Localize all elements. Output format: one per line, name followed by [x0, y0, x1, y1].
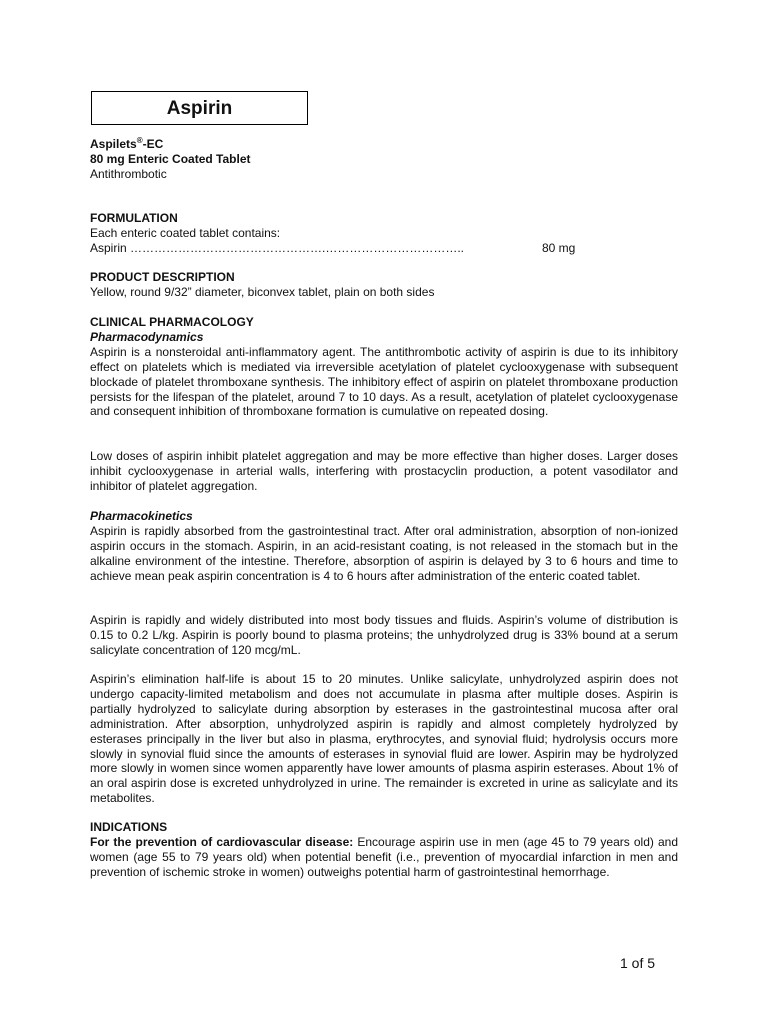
product-description-text: Yellow, round 9/32” diameter, biconvex tablet, plain on both sides [90, 284, 435, 299]
indications-body: Encourage aspirin use in men (age 45 to 79 years old) and women (age 55 to 79 years old) when potential benefit (i.e., prevention of myocardial infarction in men and prevention of ischemic stroke in women) outweighs potential harm of gastrointestinal hemorrhage. [90, 834, 678, 879]
pharmacodynamics-paragraph-2: Low doses of aspirin inhibit platelet aggregation and may be more effective than higher doses. Larger doses inhibit cyclooxygenase in arterial walls, interfering with prostacyclin production, a potent vasodilator and inhibitor of platelet aggregation. [90, 449, 678, 493]
formulation-heading: FORMULATION [90, 211, 178, 225]
clinical-pharmacology-section [90, 315, 678, 419]
pharmacodynamics-paragraph-1: Aspirin is a nonsteroidal anti-inflammatory agent. The antithrombotic activity of aspirin is due to its inhibitory effect on platelets which is mediated via irreversible acetylation of platelet cyclooxygenase with subsequent blockade of platelet thromboxane synthesis. The inhibitory effect of aspirin on platelet thromboxane production persists for the lifespan of the platelet, around 7 to 10 days. As a result, acetylation of platelet cyclooxygenase and consequent inhibition of thromboxane formation is cumulative on repeated dosing. [90, 344, 678, 419]
pharmacokinetics-paragraph-3: Aspirin’s elimination half-life is about 15 to 20 minutes. Unlike salicylate, unhydrolyzed aspirin does not undergo capacity-limited metabolism and does not accumulate in plasma after multiple doses. Aspirin is partially hydrolyzed to salicylate during absorption by esterases in the gastrointestinal mucosa after oral administration. After absorption, unhydrolyzed aspirin is rapidly and almost completely hydrolyzed by esterases principally in the liver but also in plasma, erythrocytes, and synovial fluid; hydrolysis occurs more slowly in synovial fluid since the amounts of esterases in synovial fluid are lower. Aspirin may be hydrolyzed more slowly in women since women apparently have lower amounts of plasma aspirin esterases. About 1% of an oral aspirin dose is excreted unhydrolyzed in urine. The remainder is excreted in urine as salicylate and its metabolites. [90, 672, 678, 806]
product-description-heading: PRODUCT DESCRIPTION [90, 270, 235, 284]
page-number: 1 of 5 [620, 955, 656, 971]
product-strength: 80 mg Enteric Coated Tablet [90, 151, 251, 166]
pharmacokinetics-paragraph-2: Aspirin is rapidly and widely distributed into most body tissues and fluids. Aspirin’s volume of distribution is 0.15 to 0.2 L/kg. Aspirin is poorly bound to plasma proteins; the unhydrolyzed drug is 33% bound at a serum salicylate concentration of 120 mcg/mL. [90, 613, 678, 657]
formulation-intro: Each enteric coated tablet contains: [90, 225, 281, 240]
ingredient-amount: 80 mg [542, 240, 576, 255]
brand-name: Aspilets®-EC [90, 136, 164, 151]
ingredient-row [90, 241, 678, 256]
pharmacokinetics-section [90, 509, 678, 584]
indications-lead: For the prevention of cardiovascular disease: [90, 834, 354, 849]
pharmacokinetics-paragraph-1: Aspirin is rapidly absorbed from the gastrointestinal tract. After oral administration, absorption of non-ionized aspirin occurs in the stomach. Aspirin, in an acid-resistant coating, is not released in the stomach but in the alkaline environment of the intestine. Therefore, absorption of aspirin is delayed by 3 to 6 hours and time to achieve mean peak aspirin concentration is 4 to 6 hours after administration of the enteric coated tablet. [90, 523, 678, 583]
product-header [90, 137, 678, 182]
product-category: Antithrombotic [90, 166, 167, 181]
formulation-section [90, 211, 678, 256]
indications-heading: INDICATIONS [90, 820, 168, 834]
pharmacodynamics-heading: Pharmacodynamics [90, 329, 204, 344]
ingredient-name: Aspirin ………………………………………….…………………………….. [90, 240, 465, 255]
pharmacokinetics-heading: Pharmacokinetics [90, 509, 193, 523]
indications-section [90, 820, 678, 880]
document-title: Aspirin [91, 91, 308, 125]
clinical-pharmacology-heading: CLINICAL PHARMACOLOGY [90, 315, 254, 329]
indications-text [90, 835, 678, 880]
product-description-section [90, 270, 678, 300]
